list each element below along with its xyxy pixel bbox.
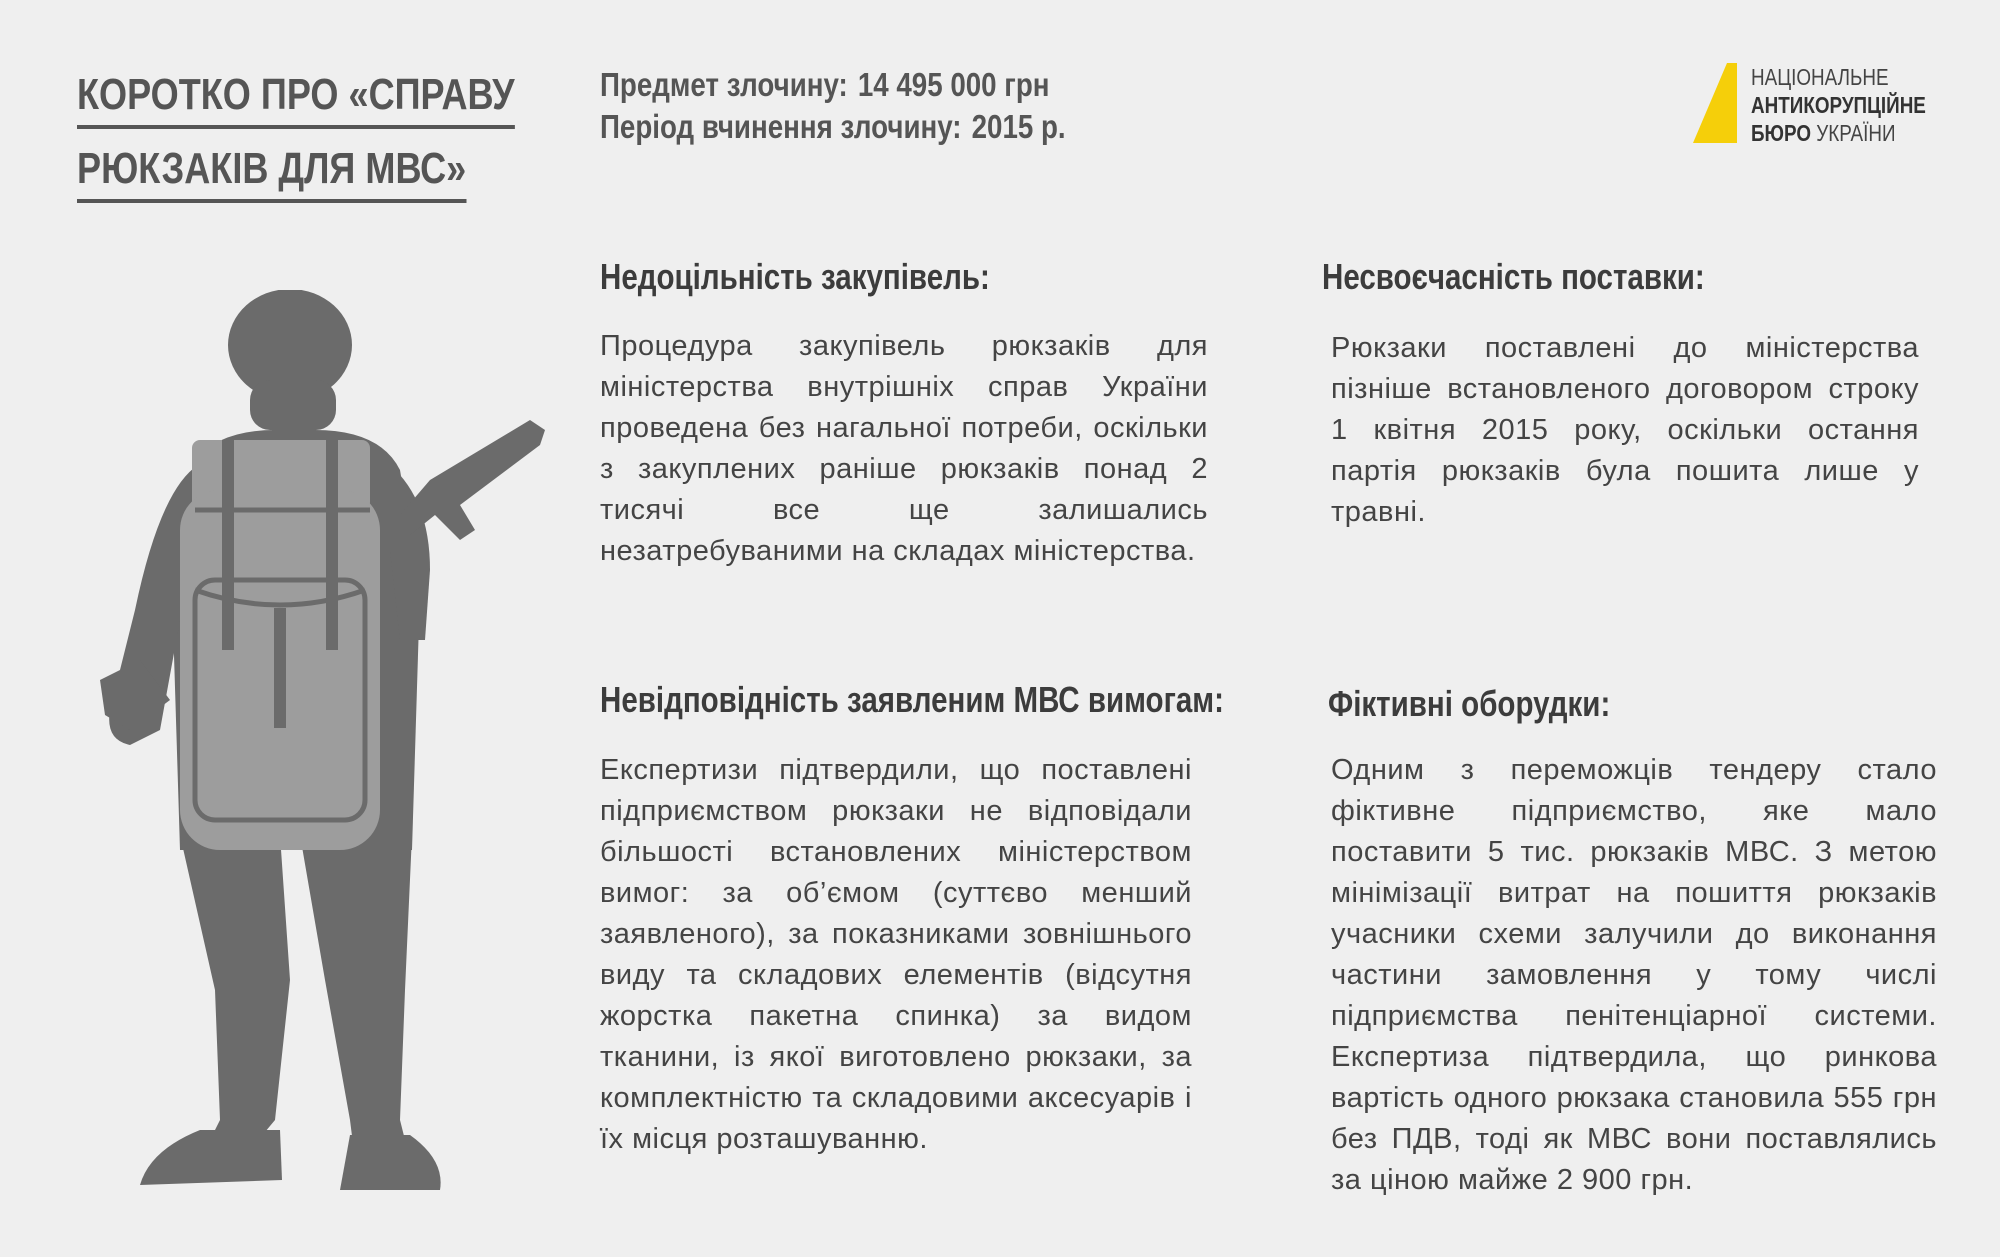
subject-value: 14 495 000 грн [857,66,1050,103]
logo-line-2: АНТИКОРУПЦІЙНЕ [1751,92,1926,118]
logo-line-1: НАЦІОНАЛЬНЕ [1751,64,1889,90]
section-text-late-delivery: Рюкзаки поставлені до міністерства пізніше встановленого договором строку 1 квітня 2015 року, оскільки остання партія рюкзаків була пошита лише у травні. [1331,332,1919,528]
subject-label: Предмет злочину: [600,66,848,103]
case-facts [600,64,1066,148]
section-heading-noncompliance: Невідповідність заявленим МВС вимогам: [600,679,1224,720]
title-line-2: РЮКЗАКІВ ДЛЯ МВС» [77,141,466,203]
section-text-noncompliance: Експертизи підтвердили, що поставлені підприємством рюкзаки не відповідали більшості встановлених міністерством вимог: за об’ємом (суттєво менший заявленого), за показниками зовнішнього виду та складових елементів (відсутня жорстка пакетна спинка) за видом тканини, із якої виготовлено рюкзаки, за комплектністю та складовими аксесуарів і їх місця розташуванню. [600,754,1192,1155]
logo-line-3-rest: УКРАЇНИ [1816,120,1896,146]
logo-line-3-bold: БЮРО [1751,120,1812,146]
title-line-1: КОРОТКО ПРО «СПРАВУ [77,67,515,129]
section-heading-late-delivery: Несвоєчасність поставки: [1322,256,1705,297]
period-row [600,106,1066,148]
section-heading-inexpediency: Недоцільність закупівель: [600,256,990,297]
page-title [77,58,515,206]
logo-text [1751,63,1926,147]
nabu-logo [1693,63,1943,148]
section-text-inexpediency: Процедура закупівель рюкзаків для міністерства внутрішніх справ України проведена без нагальної потреби, оскільки з закуплених раніше рюкзаків понад 2 тисячі все ще залишались незатребуваними на складах міністерства. [600,330,1208,567]
soldier-silhouette-icon [100,290,560,1210]
logo-mark-icon [1693,63,1753,147]
subject-row [600,64,1066,106]
section-text-fictitious-deals: Одним з переможців тендеру стало фіктивне підприємство, яке мало поставити 5 тис. рюкзаків МВС. З метою мінімізації витрат на пошиття рюкзаків учасники схеми залучили до виконання частини замовлення у тому числі підприємства пенітенціарної системи. Експертиза підтвердила, що ринкова вартість одного рюкзака становила 555 грн без ПДВ, тоді як МВС вони поставлялись за ціною майже 2 900 грн. [1331,754,1937,1196]
period-value: 2015 р. [971,108,1066,145]
section-heading-fictitious-deals: Фіктивні оборудки: [1328,683,1611,724]
period-label: Період вчинення злочину: [600,108,962,145]
